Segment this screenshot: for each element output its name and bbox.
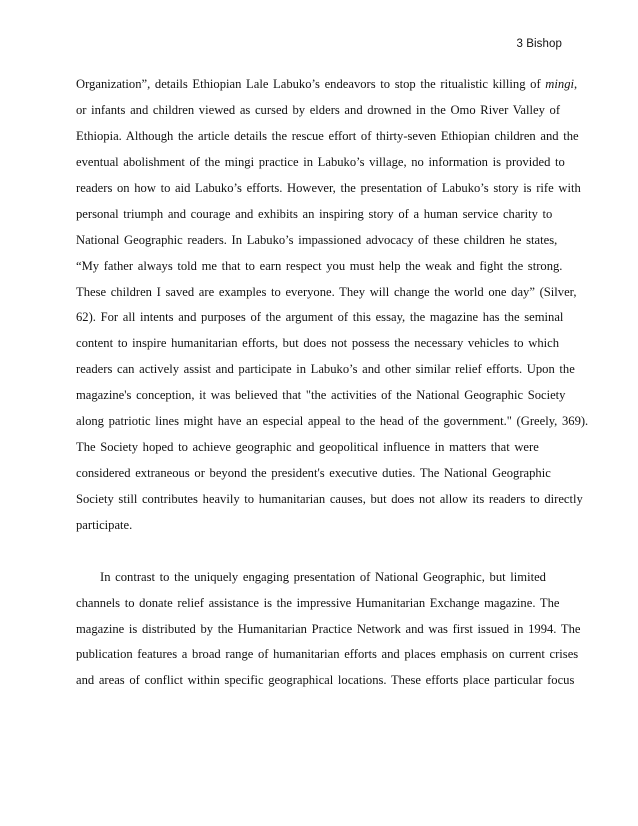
text-run: , [573, 77, 578, 91]
text-line [76, 461, 576, 487]
text-run: In contrast to the uniquely engaging presentation of National Geographic, but limited [100, 569, 546, 584]
text-run: 62). For all intents and purposes of the argument of this essay, the magazine has the seminal [76, 310, 564, 325]
text-line [76, 98, 576, 124]
text-run: “My father always told me that to earn respect you must help the weak and fight the strong. [76, 258, 563, 273]
text-run: content to inspire humanitarian efforts, but does not possess the necessary vehicles to which [76, 336, 560, 351]
text-line [76, 513, 576, 539]
text-run: eventual abolishment of the mingi practice in Labuko’s village, no information is provided to [76, 154, 565, 169]
text-run: Society still contributes heavily to humanitarian causes, but does not allow its readers to directly [76, 492, 583, 506]
text-run: or infants and children viewed as cursed by elders and drowned in the Omo River Valley of [76, 102, 561, 117]
text-line [76, 565, 576, 591]
text-line [76, 305, 576, 331]
text-line [76, 150, 576, 176]
text-run: readers can actively assist and participate in Labuko’s and other similar relief efforts. Upon the [76, 362, 575, 377]
running-header: 3 Bishop [516, 38, 562, 50]
text-line [76, 668, 576, 694]
text-line [76, 331, 576, 357]
text-line [76, 254, 576, 280]
text-line [76, 202, 576, 228]
text-line [76, 228, 576, 254]
text-line [76, 409, 589, 435]
text-run: National Geographic readers. In Labuko’s impassioned advocacy of these children he states, [76, 232, 558, 247]
text-line [76, 124, 579, 150]
paragraph-2 [76, 565, 581, 695]
text-run: These children I saved are examples to everyone. They will change the world one day” (Silver, [76, 284, 577, 299]
text-run: participate. [76, 517, 133, 532]
text-run: magazine is distributed by the Humanitarian Practice Network and was first issued in 1994. The [76, 621, 581, 636]
text-line [76, 617, 581, 643]
text-run: considered extraneous or beyond the president's executive duties. The National Geographic [76, 466, 551, 481]
text-run: and areas of conflict within specific geographical locations. These efforts place particular focus [76, 673, 575, 688]
paragraph-1 [76, 72, 589, 539]
paragraph-gap [76, 539, 576, 565]
text-line [76, 72, 576, 98]
text-line [76, 280, 576, 306]
text-run: channels to donate relief assistance is the impressive Humanitarian Exchange magazine. The [76, 595, 560, 610]
text-line [76, 591, 576, 617]
text-line [76, 357, 576, 383]
text-run: along patriotic lines might have an especial appeal to the head of the government." (Greely, 369). [76, 414, 589, 429]
text-line [76, 487, 583, 513]
text-line [76, 176, 581, 202]
body-text [76, 72, 589, 694]
text-run: Ethiopia. Although the article details the rescue effort of thirty-seven Ethiopian children and the [76, 128, 579, 143]
text-run: magazine's conception, it was believed that "the activities of the National Geographic Society [76, 388, 566, 403]
text-run: personal triumph and courage and exhibits an inspiring story of a human service charity to [76, 206, 553, 221]
text-line [76, 435, 576, 461]
italic-term: mingi [545, 77, 574, 91]
text-line [76, 383, 576, 409]
text-run: The Society hoped to achieve geographic and geopolitical influence in matters that were [76, 440, 539, 455]
text-run: publication features a broad range of humanitarian efforts and places emphasis on current crises [76, 647, 579, 662]
text-run: readers on how to aid Labuko’s efforts. However, the presentation of Labuko’s story is rife with [76, 180, 581, 195]
text-run: Organization”, details Ethiopian Lale Labuko’s endeavors to stop the ritualistic killing of [76, 77, 546, 91]
text-line [76, 642, 579, 668]
